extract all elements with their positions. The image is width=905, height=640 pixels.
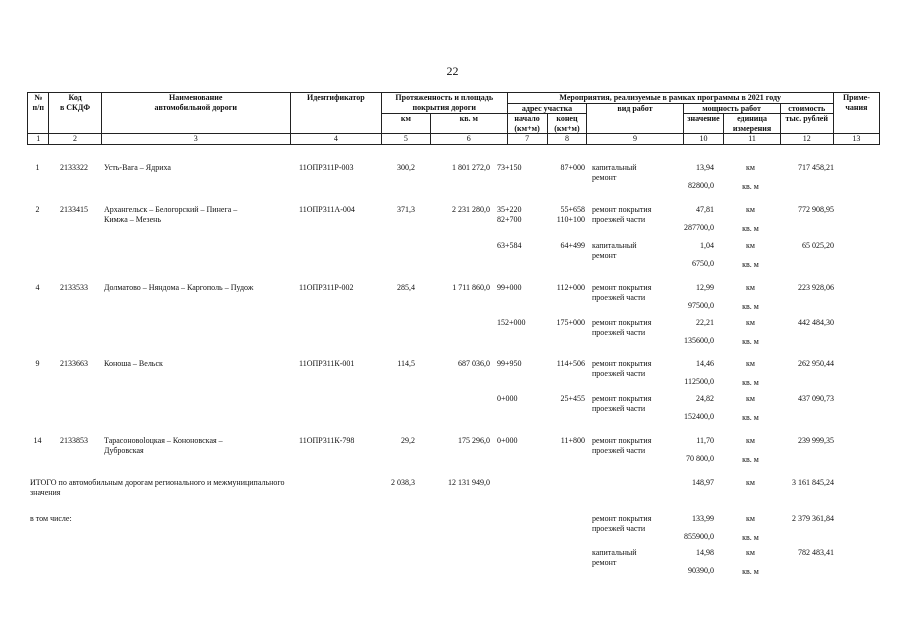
road-code: 2133322 [60, 163, 88, 172]
capacity-value: 14,98 [696, 548, 714, 557]
section-start: 73+150 [497, 163, 522, 172]
capacity-value: 22,21 [696, 318, 714, 327]
capacity-unit: кв. м [742, 533, 759, 542]
section-end: 64+499 [560, 241, 585, 250]
capacity-unit: кв. м [742, 567, 759, 576]
road-code: 2133533 [60, 283, 88, 292]
capacity-value: 97500,0 [688, 301, 714, 310]
road-code: 2133415 [60, 205, 88, 214]
capacity-value: 82800,0 [688, 181, 714, 190]
capacity-unit: км [746, 163, 755, 172]
capacity-unit: км [746, 205, 755, 214]
col-number: 4 [290, 134, 381, 145]
header-notes: Приме- чания [833, 93, 879, 134]
capacity-unit: кв. м [742, 182, 759, 191]
header-identifier: Идентификатор [290, 93, 381, 134]
cost-value: 65 025,20 [802, 241, 834, 250]
road-identifier: 11ОПР311Р-002 [299, 283, 354, 292]
section-start: 99+000 [497, 283, 522, 292]
capacity-unit: км [746, 514, 755, 523]
totals-value: 148,97 [692, 478, 714, 487]
capacity-value: 70 800,0 [686, 454, 714, 463]
capacity-unit: кв. м [742, 413, 759, 422]
cost-value: 442 484,30 [798, 318, 834, 327]
row-number: 2 [35, 205, 40, 214]
header-cost: стоимость [780, 103, 833, 114]
header-sqm: кв. м [430, 114, 507, 134]
capacity-unit: кв. м [742, 260, 759, 269]
capacity-value: 12,99 [696, 283, 714, 292]
header-unit: единица измерения [724, 114, 780, 134]
work-type: ремонт покрытия проезжей части [592, 318, 652, 337]
work-type: капитальный ремонт [592, 548, 637, 567]
road-identifier: 11ОПР311К-001 [299, 359, 355, 368]
capacity-value: 13,94 [696, 163, 714, 172]
header-capacity: мощность работ [683, 103, 780, 114]
road-length-km: 371,3 [397, 205, 415, 214]
work-type: капитальный ремонт [592, 241, 637, 260]
header-end: конец (км+м) [547, 114, 587, 134]
section-end: 175+000 [556, 318, 585, 327]
totals-km: 2 038,3 [391, 478, 415, 487]
capacity-unit: км [746, 318, 755, 327]
road-area-sqm: 1 801 272,0 [452, 163, 490, 172]
section-end: 25+455 [560, 394, 585, 403]
section-end: 55+658 110+100 [556, 205, 585, 224]
row-number: 9 [35, 359, 40, 368]
capacity-value: 11,70 [696, 436, 714, 445]
totals-sqm: 12 131 949,0 [448, 478, 490, 487]
col-number: 13 [833, 134, 879, 145]
work-type: ремонт покрытия проезжей части [592, 436, 652, 455]
col-number: 10 [683, 134, 724, 145]
capacity-unit: км [746, 548, 755, 557]
work-type: ремонт покрытия проезжей части [592, 359, 652, 378]
cost-value: 223 928,06 [798, 283, 834, 292]
road-length-km: 29,2 [401, 436, 415, 445]
cost-value: 782 483,41 [798, 548, 834, 557]
col-number: 3 [101, 134, 290, 145]
totals-unit: км [746, 478, 755, 487]
header-value: значение [683, 114, 724, 134]
capacity-value: 14,46 [696, 359, 714, 368]
row-number: 1 [35, 163, 40, 172]
header-cost-unit: тыс. рублей [780, 114, 833, 134]
capacity-value: 90390,0 [688, 566, 714, 575]
totals-label: ИТОГО по автомобильным дорогам регионального и межмуниципального значения [30, 478, 285, 497]
capacity-value: 855900,0 [684, 532, 714, 541]
capacity-unit: кв. м [742, 378, 759, 387]
work-type: ремонт покрытия проезжей части [592, 205, 652, 224]
col-number: 12 [780, 134, 833, 145]
road-area-sqm: 2 231 280,0 [452, 205, 490, 214]
road-area-sqm: 1 711 860,0 [452, 283, 490, 292]
work-type: ремонт покрытия проезжей части [592, 283, 652, 302]
work-type: ремонт покрытия проезжей части [592, 514, 652, 533]
capacity-unit: кв. м [742, 224, 759, 233]
capacity-unit: км [746, 359, 755, 368]
capacity-value: 6750,0 [692, 259, 714, 268]
road-identifier: 11ОПР311К-798 [299, 436, 355, 445]
row-number: 4 [35, 283, 40, 292]
road-code: 2133853 [60, 436, 88, 445]
work-type: капитальный ремонт [592, 163, 637, 182]
col-number: 8 [547, 134, 587, 145]
header-length: Протяженность и площадь покрытия дороги [381, 93, 507, 114]
col-number: 1 [28, 134, 49, 145]
page-number: 22 [446, 64, 459, 78]
header-km: км [381, 114, 430, 134]
work-type: ремонт покрытия проезжей части [592, 394, 652, 413]
road-name: Усть-Вага – Ядриха [104, 163, 171, 172]
col-number: 5 [381, 134, 430, 145]
section-end: 11+800 [560, 436, 585, 445]
road-identifier: 11ОПР311А-004 [299, 205, 355, 214]
road-name: Долматово – Няндома – Каргополь – Пудож [104, 283, 254, 292]
capacity-unit: кв. м [742, 337, 759, 346]
section-start: 0+000 [497, 436, 518, 445]
header-start: начало (км+м) [507, 114, 547, 134]
road-area-sqm: 175 296,0 [458, 436, 490, 445]
cost-value: 2 379 361,84 [792, 514, 834, 523]
road-identifier: 11ОПР311Р-003 [299, 163, 354, 172]
capacity-value: 112500,0 [684, 377, 714, 386]
capacity-unit: км [746, 394, 755, 403]
including-label: в том числе: [30, 514, 72, 523]
col-number: 2 [49, 134, 101, 145]
road-code: 2133663 [60, 359, 88, 368]
row-number: 14 [33, 436, 42, 445]
capacity-value: 287700,0 [684, 223, 714, 232]
capacity-value: 133,99 [692, 514, 714, 523]
cost-value: 772 908,95 [798, 205, 834, 214]
table-header [27, 92, 880, 145]
capacity-unit: кв. м [742, 455, 759, 464]
capacity-value: 152400,0 [684, 412, 714, 421]
header-measures: Мероприятия, реализуемые в рамках программы в 2021 году [507, 93, 833, 104]
cost-value: 717 458,21 [798, 163, 834, 172]
section-start: 35+220 82+700 [497, 205, 522, 224]
section-start: 99+950 [497, 359, 522, 368]
capacity-unit: кв. м [742, 302, 759, 311]
section-start: 63+584 [497, 241, 522, 250]
capacity-value: 24,82 [696, 394, 714, 403]
cost-value: 262 950,44 [798, 359, 834, 368]
col-number: 6 [430, 134, 507, 145]
road-area-sqm: 687 036,0 [458, 359, 490, 368]
col-number: 11 [724, 134, 780, 145]
road-length-km: 114,5 [397, 359, 415, 368]
section-end: 87+000 [560, 163, 585, 172]
section-end: 112+000 [556, 283, 585, 292]
cost-value: 437 090,73 [798, 394, 834, 403]
capacity-value: 135600,0 [684, 336, 714, 345]
capacity-unit: км [746, 436, 755, 445]
section-end: 114+506 [556, 359, 585, 368]
capacity-value: 47,81 [696, 205, 714, 214]
road-length-km: 285,4 [397, 283, 415, 292]
capacity-unit: км [746, 241, 755, 250]
header-road-name: Наименование автомобильной дороги [101, 93, 290, 134]
header-code: Код в СКДФ [49, 93, 101, 134]
capacity-value: 1,04 [700, 241, 714, 250]
header-no: № п/п [28, 93, 49, 134]
header-work-type: вид работ [587, 103, 683, 134]
cost-value: 239 999,35 [798, 436, 834, 445]
road-name: Коноша – Вельск [104, 359, 163, 368]
road-name: Тарасоновolоцкая – Кононовская – Дубровская [104, 436, 223, 455]
header-address: адрес участка [507, 103, 587, 114]
capacity-unit: км [746, 283, 755, 292]
totals-cost: 3 161 845,24 [792, 478, 834, 487]
road-name: Архангельск – Белогорский – Пинега – Кимжа – Мезень [104, 205, 238, 224]
col-number: 9 [587, 134, 683, 145]
road-length-km: 300,2 [397, 163, 415, 172]
section-start: 152+000 [497, 318, 526, 327]
section-start: 0+000 [497, 394, 518, 403]
col-number: 7 [507, 134, 547, 145]
